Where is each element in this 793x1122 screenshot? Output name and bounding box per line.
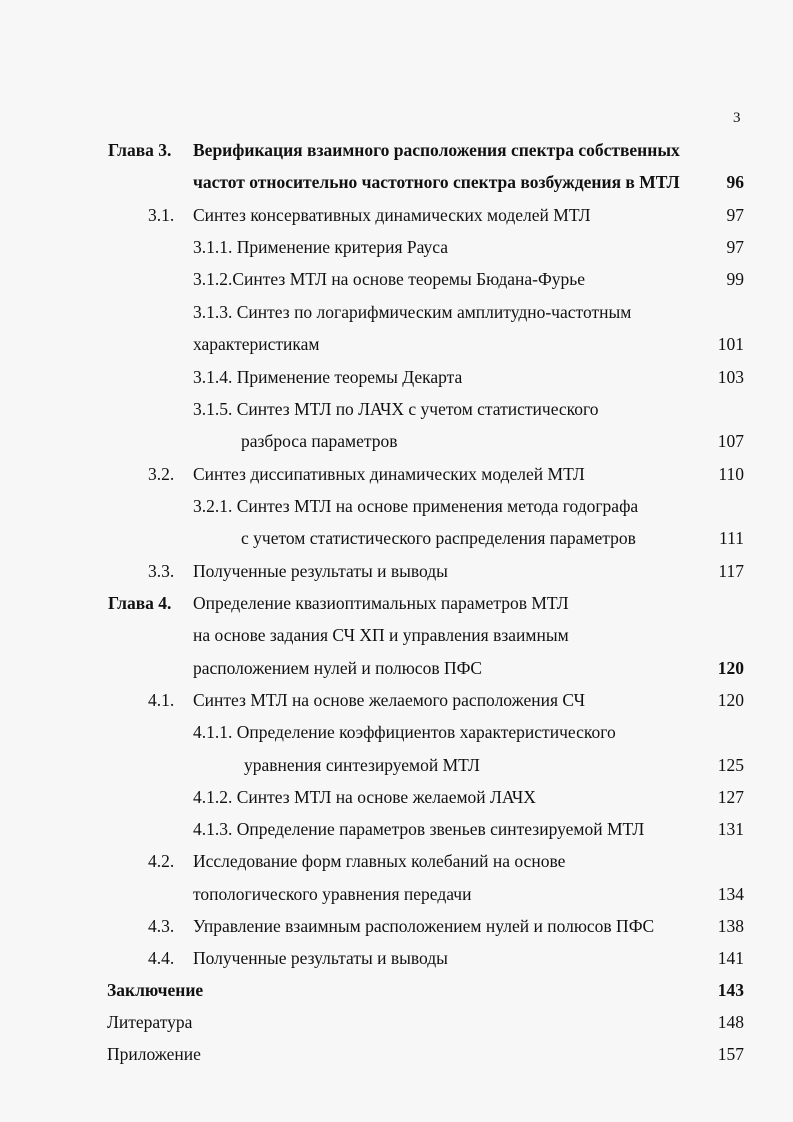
toc-entry-3-2-1 (0, 493, 793, 519)
section-number: 4.2. (148, 851, 175, 871)
chapter-title: на основе задания СЧ ХП и управления взаимным (193, 625, 569, 645)
page-ref: 107 (717, 431, 744, 451)
subsection-title: 4.1.2. Синтез МТЛ на основе желаемой ЛАЧХ (193, 787, 536, 807)
toc-entry-3-1 (0, 202, 793, 228)
section-title: Синтез МТЛ на основе желаемого расположения СЧ (193, 690, 586, 710)
toc-entry-3-1-5-cont (0, 428, 793, 454)
page-ref: 141 (717, 948, 744, 968)
section-title: Полученные результаты и выводы (193, 948, 448, 968)
section-number: 3.2. (148, 464, 175, 484)
page-ref: 148 (717, 1012, 744, 1032)
toc-entry-chapter-3-cont (0, 169, 793, 195)
subsection-title: 3.1.1. Применение критерия Рауса (193, 237, 449, 257)
toc-entry-3-1-5 (0, 396, 793, 422)
section-number: 4.4. (148, 948, 175, 968)
page-ref: 131 (717, 819, 744, 839)
page-ref: 157 (717, 1044, 744, 1064)
toc-entry-4-2 (0, 848, 793, 874)
section-number: 4.3. (148, 916, 175, 936)
toc-entry-conclusion (0, 977, 793, 1003)
toc-entry-chapter-4 (0, 590, 793, 616)
toc-entry-3-1-2 (0, 266, 793, 292)
chapter-label: Глава 4. (108, 593, 172, 613)
toc-entry-3-3 (0, 558, 793, 584)
toc-entry-chapter-4-cont2 (0, 655, 793, 681)
page-ref: 103 (717, 367, 744, 387)
toc-entry-4-1-1 (0, 719, 793, 745)
toc-entry-3-1-1 (0, 234, 793, 260)
subsection-title: с учетом статистического распределения параметров (241, 528, 636, 548)
subsection-title: разброса параметров (241, 431, 398, 451)
toc-entry-4-1-2 (0, 784, 793, 810)
page-ref: 99 (726, 269, 744, 289)
page-ref: 134 (717, 884, 744, 904)
page-ref: 97 (726, 237, 744, 257)
entry-title: Приложение (107, 1044, 201, 1064)
page-ref: 120 (717, 690, 744, 710)
section-title: Исследование форм главных колебаний на основе (193, 851, 566, 871)
chapter-title: расположением нулей и полюсов ПФС (193, 658, 483, 678)
subsection-title: 4.1.1. Определение коэффициентов характеристического (193, 722, 616, 742)
toc-entry-3-1-3 (0, 299, 793, 325)
toc-entry-3-1-4 (0, 364, 793, 390)
page-ref: 143 (717, 980, 744, 1000)
chapter-title: Определение квазиоптимальных параметров МТЛ (193, 593, 569, 613)
entry-title: Заключение (107, 980, 204, 1000)
toc-entry-appendix (0, 1041, 793, 1067)
page-ref: 97 (726, 205, 744, 225)
page-ref: 101 (717, 334, 744, 354)
section-title: Синтез диссипативных динамических моделей МТЛ (193, 464, 585, 484)
subsection-title: 3.1.4. Применение теоремы Декарта (193, 367, 463, 387)
toc-entry-3-2 (0, 461, 793, 487)
subsection-title: характеристикам (193, 334, 320, 354)
toc-entry-3-1-3-cont (0, 331, 793, 357)
subsection-title: 3.1.5. Синтез МТЛ по ЛАЧХ с учетом статистического (193, 399, 599, 419)
section-number: 3.1. (148, 205, 175, 225)
subsection-title: 3.1.3. Синтез по логарифмическим амплитудно-частотным (193, 302, 632, 322)
page-ref: 120 (717, 658, 744, 678)
section-number: 3.3. (148, 561, 175, 581)
toc-entry-3-2-1-cont (0, 525, 793, 551)
entry-title: Литература (107, 1012, 193, 1032)
toc-entry-4-2-cont (0, 881, 793, 907)
page-ref: 125 (717, 755, 744, 775)
section-title: Полученные результаты и выводы (193, 561, 448, 581)
toc-entry-chapter-3 (0, 137, 793, 163)
toc-entry-4-4 (0, 945, 793, 971)
toc-entry-chapter-4-cont (0, 622, 793, 648)
page-number: 3 (733, 110, 741, 126)
toc-entry-literature (0, 1009, 793, 1035)
subsection-title: 3.2.1. Синтез МТЛ на основе применения метода годографа (193, 496, 639, 516)
toc-entry-4-3 (0, 913, 793, 939)
page-ref: 110 (718, 464, 744, 484)
page-ref: 127 (717, 787, 744, 807)
chapter-title: Верификация взаимного расположения спектра собственных (193, 140, 680, 160)
subsection-title: 4.1.3. Определение параметров звеньев синтезируемой МТЛ (193, 819, 645, 839)
section-title: Синтез консервативных динамических моделей МТЛ (193, 205, 591, 225)
page-ref: 117 (718, 561, 744, 581)
section-title: топологического уравнения передачи (193, 884, 472, 904)
toc-entry-4-1-1-cont (0, 752, 793, 778)
section-number: 4.1. (148, 690, 175, 710)
page-ref: 96 (726, 172, 744, 192)
section-title: Управление взаимным расположением нулей и полюсов ПФС (193, 916, 655, 936)
page-ref: 111 (719, 528, 744, 548)
chapter-title: частот относительно частотного спектра возбуждения в МТЛ (193, 172, 680, 192)
toc-entry-4-1-3 (0, 816, 793, 842)
subsection-title: 3.1.2.Синтез МТЛ на основе теоремы Бюдана-Фурье (193, 269, 586, 289)
chapter-label: Глава 3. (108, 140, 172, 160)
toc-entry-4-1 (0, 687, 793, 713)
page-ref: 138 (717, 916, 744, 936)
subsection-title: уравнения синтезируемой МТЛ (244, 755, 480, 775)
